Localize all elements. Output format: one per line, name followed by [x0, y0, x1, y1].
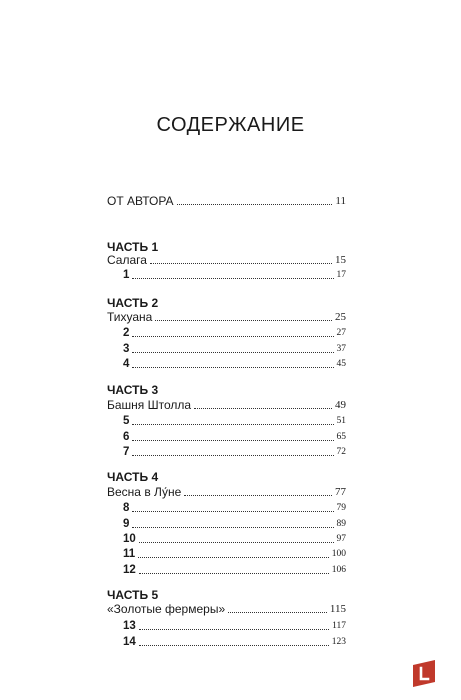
- toc-entry-page: 15: [335, 254, 346, 266]
- toc-entry-page: 65: [336, 432, 346, 442]
- toc-entry-chapter[interactable]: [107, 515, 346, 531]
- leader-dots: [139, 542, 334, 543]
- leader-dots: [139, 629, 329, 630]
- toc-entry-page: 115: [329, 603, 346, 615]
- toc-entry-label: 1: [123, 269, 130, 281]
- part-heading: ЧАСТЬ 4: [107, 470, 159, 484]
- toc-entry-label: ОТ АВТОРА: [107, 194, 174, 208]
- toc-entry-chapter[interactable]: [107, 428, 346, 444]
- toc-entry-label: 9: [123, 518, 130, 530]
- toc-entry-label: 11: [123, 548, 136, 560]
- toc-entry-page: 37: [336, 344, 346, 354]
- leader-dots: [150, 263, 332, 264]
- part-heading: ЧАСТЬ 3: [107, 383, 159, 397]
- leader-dots: [194, 408, 332, 409]
- part-heading: ЧАСТЬ 5: [107, 588, 159, 602]
- toc-entry-chapter[interactable]: [107, 266, 346, 282]
- toc-entry-part-title[interactable]: [107, 483, 346, 499]
- toc-entry-page: 117: [332, 621, 346, 631]
- toc-entry-part-title[interactable]: [107, 308, 346, 324]
- toc-entry-label: Весна в Лу́не: [107, 485, 182, 499]
- toc-entry-page: 89: [336, 519, 346, 529]
- toc-entry-page: 45: [336, 359, 346, 369]
- toc-entry-chapter[interactable]: [107, 499, 346, 515]
- leader-dots: [228, 612, 327, 613]
- toc-entry-label: 7: [123, 446, 130, 458]
- toc-entry-part-title[interactable]: [107, 251, 346, 267]
- toc-entry-page: 72: [336, 447, 346, 457]
- toc-entry-chapter[interactable]: [107, 545, 346, 561]
- leader-dots: [132, 455, 333, 456]
- toc-entry-page: 11: [335, 195, 346, 207]
- toc-entry-chapter[interactable]: [107, 617, 346, 633]
- toc-entry-label: 8: [123, 502, 130, 514]
- leader-dots: [139, 645, 329, 646]
- toc-entry-page: 100: [331, 549, 346, 559]
- toc-entry-label: 14: [123, 636, 136, 648]
- toc-entry-chapter[interactable]: [107, 412, 346, 428]
- toc-entry-page: 79: [336, 503, 346, 513]
- toc-entry-label: Тихуана: [107, 310, 153, 324]
- toc-entry-author-note[interactable]: [107, 192, 346, 208]
- toc-entry-page: 106: [331, 565, 346, 575]
- toc-entry-chapter[interactable]: [107, 561, 346, 577]
- toc-entry-page: 77: [335, 486, 346, 498]
- leader-dots: [132, 511, 333, 512]
- toc-entry-label: 6: [123, 431, 130, 443]
- toc-entry-label: 3: [123, 343, 130, 355]
- toc-entry-page: 123: [331, 637, 346, 647]
- toc-entry-page: 49: [335, 399, 346, 411]
- leader-dots: [132, 352, 333, 353]
- leader-dots: [132, 424, 333, 425]
- toc-entry-page: 17: [336, 270, 346, 280]
- toc-entry-page: 27: [336, 328, 346, 338]
- toc-entry-label: 10: [123, 533, 136, 545]
- toc-entry-chapter[interactable]: [107, 340, 346, 356]
- leader-dots: [155, 320, 332, 321]
- toc-title: СОДЕРЖАНИЕ: [156, 114, 305, 136]
- toc-entry-part-title[interactable]: [107, 600, 346, 616]
- toc-entry-chapter[interactable]: [107, 530, 346, 546]
- toc-entry-chapter[interactable]: [107, 355, 346, 371]
- toc-entry-page: 25: [335, 311, 346, 323]
- toc-entry-label: 13: [123, 620, 136, 632]
- toc-entry-label: Башня Штолла: [107, 398, 192, 412]
- toc-entry-page: 97: [336, 534, 346, 544]
- toc-entry-label: 5: [123, 415, 130, 427]
- leader-dots: [132, 278, 333, 279]
- leader-dots: [132, 440, 333, 441]
- leader-dots: [184, 495, 332, 496]
- leader-dots: [132, 336, 333, 337]
- toc-entry-page: 51: [336, 416, 346, 426]
- toc-entry-label: 4: [123, 358, 130, 370]
- part-heading: ЧАСТЬ 2: [107, 296, 159, 310]
- toc-entry-chapter[interactable]: [107, 633, 346, 649]
- toc-entry-label: 2: [123, 327, 130, 339]
- leader-dots: [132, 367, 333, 368]
- toc-entry-label: 12: [123, 564, 136, 576]
- toc-entry-chapter[interactable]: [107, 324, 346, 340]
- toc-entry-part-title[interactable]: [107, 396, 346, 412]
- leader-dots: [138, 557, 329, 558]
- toc-entry-label: Салага: [107, 253, 147, 267]
- leader-dots: [139, 573, 329, 574]
- toc-entry-label: «Золотые фермеры»: [107, 602, 226, 616]
- part-heading: ЧАСТЬ 1: [107, 240, 159, 254]
- leader-dots: [177, 204, 333, 205]
- toc-entry-chapter[interactable]: [107, 443, 346, 459]
- publisher-logo-icon: [410, 658, 438, 688]
- leader-dots: [132, 527, 333, 528]
